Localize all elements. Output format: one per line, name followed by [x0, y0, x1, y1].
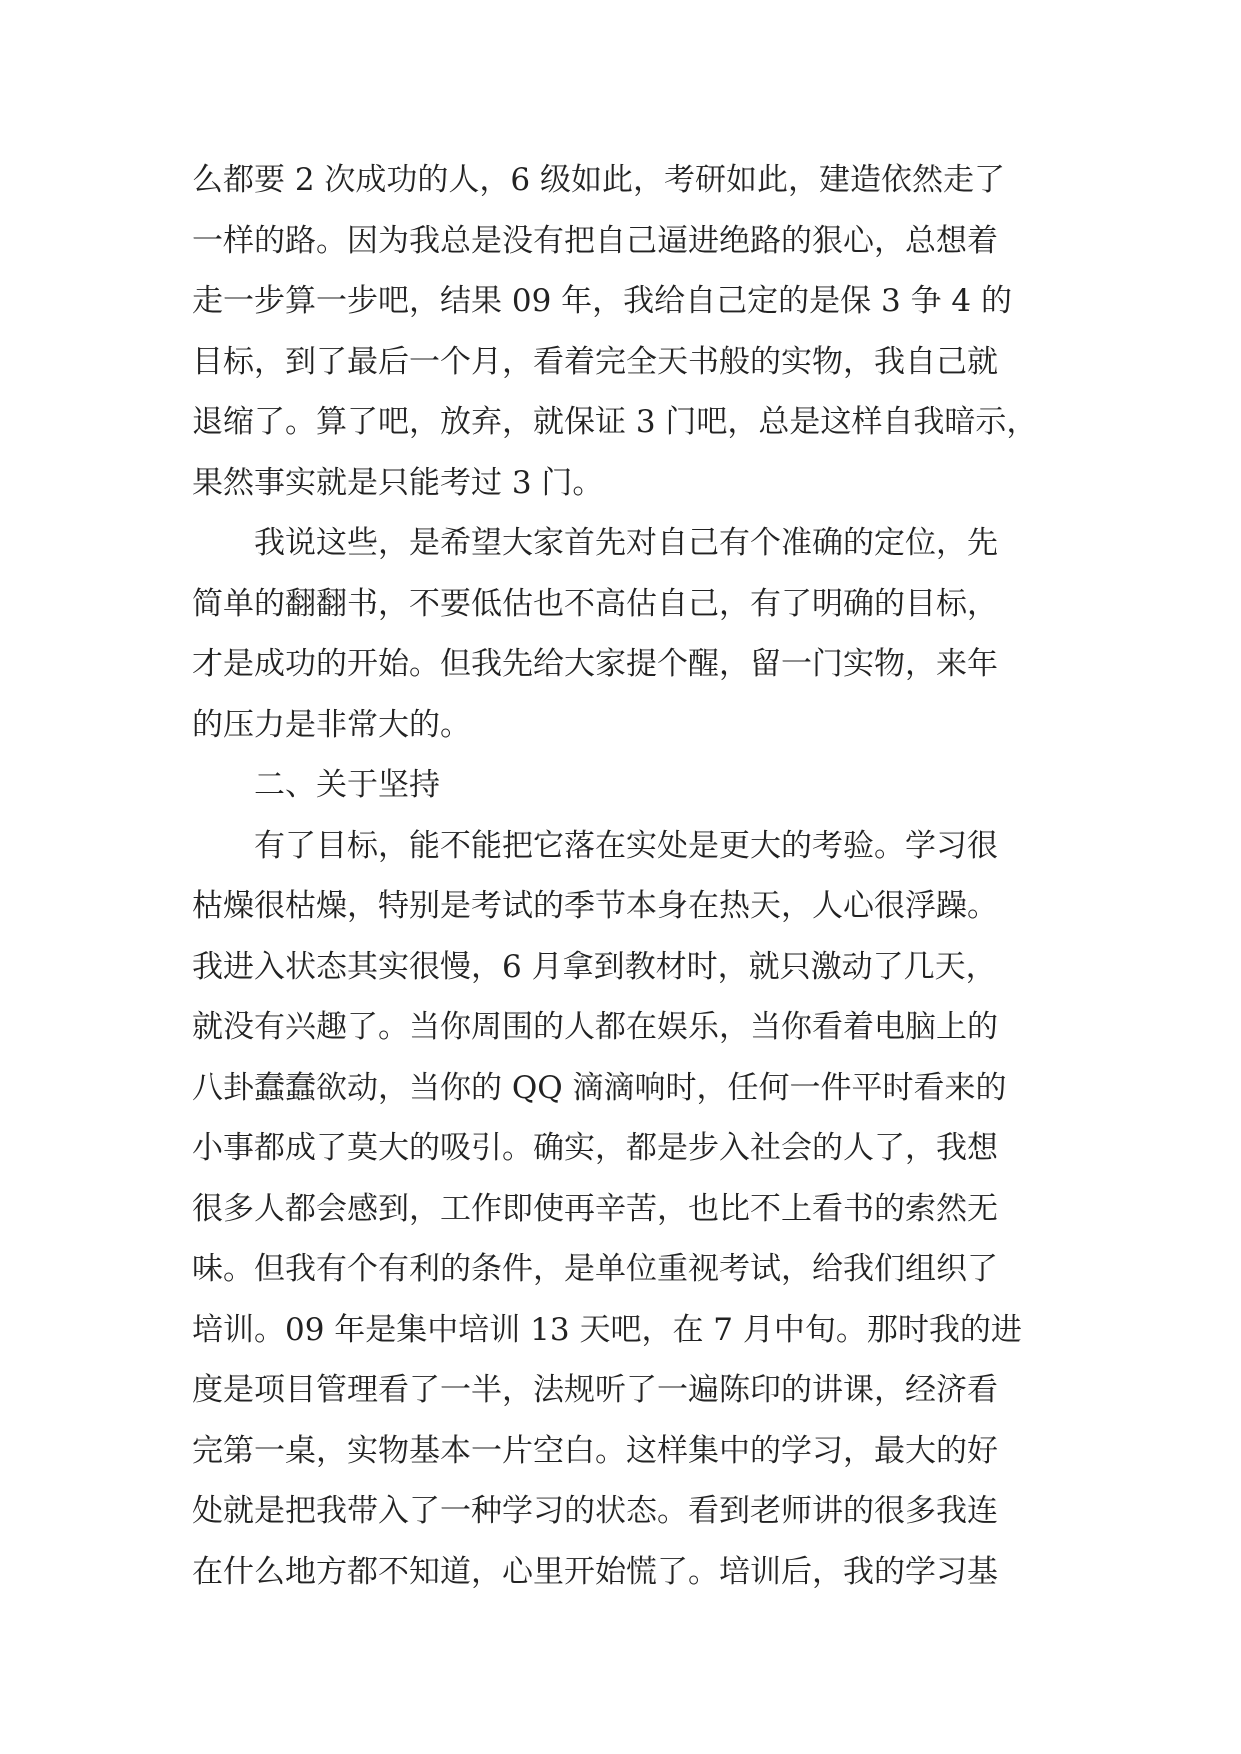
- text-line: 八卦蠢蠢欲动，当你的 QQ 滴滴响时，任何一件平时看来的: [192, 1069, 1007, 1106]
- text-line: 培训。09 年是集中培训 13 天吧，在 7 月中旬。那时我的进: [192, 1311, 1022, 1348]
- paragraph-first-line: 我说这些，是希望大家首先对自己有个准确的定位，先: [254, 525, 998, 561]
- text-line: 小事都成了莫大的吸引。确实，都是步入社会的人了，我想: [192, 1130, 998, 1166]
- text-line: 在什么地方都不知道，心里开始慌了。培训后，我的学习基: [192, 1553, 998, 1590]
- text-line: 果然事实就是只能考过 3 门。: [192, 464, 604, 501]
- text-line: 的压力是非常大的。: [192, 706, 471, 743]
- text-line: 走一步算一步吧，结果 09 年，我给自己定的是保 3 争 4 的: [192, 283, 1013, 319]
- text-line: 就没有兴趣了。当你周围的人都在娱乐，当你看着电脑上的: [192, 1009, 998, 1045]
- text-line: 简单的翻翻书，不要低估也不高估自己，有了明确的目标，: [192, 585, 998, 622]
- text-line: 目标，到了最后一个月，看着完全天书般的实物，我自己就: [192, 343, 998, 380]
- text-line: 一样的路。因为我总是没有把自己逼进绝路的狠心，总想着: [192, 222, 998, 259]
- text-line: 味。但我有个有利的条件，是单位重视考试，给我们组织了: [192, 1251, 998, 1287]
- text-line: 退缩了。算了吧，放弃，就保证 3 门吧，总是这样自我暗示，: [192, 404, 1038, 440]
- text-line: 枯燥很枯燥，特别是考试的季节本身在热天，人心很浮躁。: [192, 888, 998, 924]
- body-text: [192, 150, 1072, 1602]
- text-line: 很多人都会感到，工作即使再辛苦，也比不上看书的索然无: [192, 1190, 998, 1227]
- section-heading: 二、关于坚持: [254, 767, 440, 803]
- text-line: 处就是把我带入了一种学习的状态。看到老师讲的很多我连: [192, 1493, 998, 1529]
- paragraph-first-line: 有了目标，能不能把它落在实处是更大的考验。学习很: [254, 827, 998, 864]
- text-line: 度是项目管理看了一半，法规听了一遍陈印的讲课，经济看: [192, 1372, 998, 1408]
- text-line: 才是成功的开始。但我先给大家提个醒，留一门实物，来年: [192, 646, 998, 682]
- text-line: 么都要 2 次成功的人，6 级如此，考研如此，建造依然走了: [192, 162, 1006, 198]
- text-line: 完第一桌，实物基本一片空白。这样集中的学习，最大的好: [192, 1432, 998, 1469]
- text-line: 我进入状态其实很慢，6 月拿到教材时，就只激动了几天，: [192, 948, 997, 985]
